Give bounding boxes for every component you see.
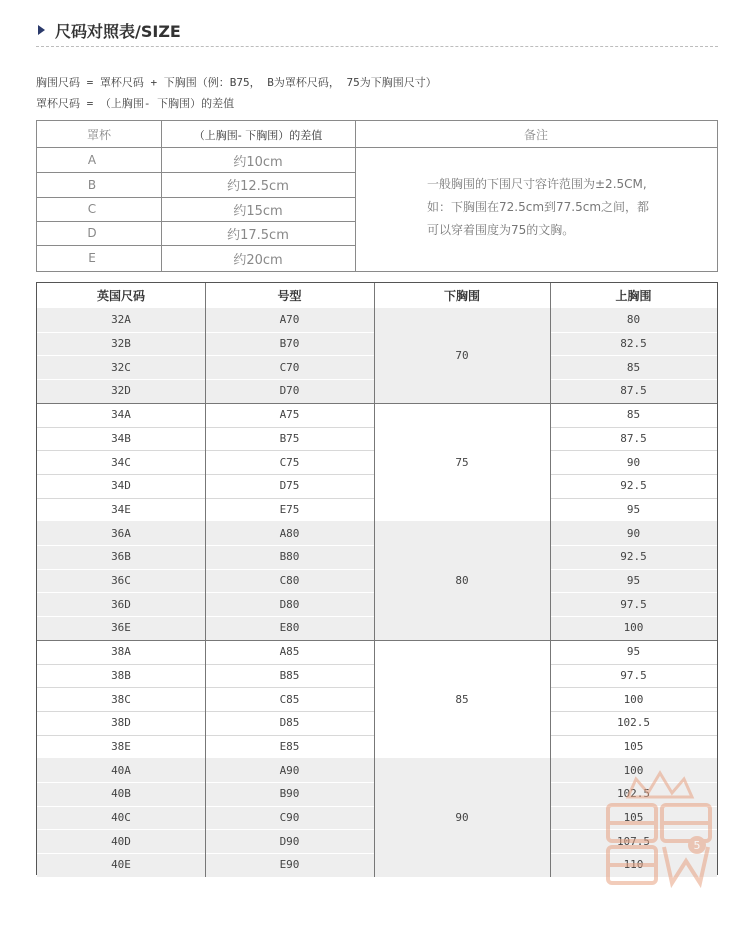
cup-diff: 约17.5cm xyxy=(227,227,289,243)
cup-letter: C xyxy=(87,202,97,216)
row-divider xyxy=(550,664,717,665)
size-cell-code: E85 xyxy=(279,739,300,753)
row-divider xyxy=(550,474,717,475)
cup-diff: 约20cm xyxy=(233,252,283,268)
size-cell-uk: 34C xyxy=(111,455,131,469)
cup-diff: 约10cm xyxy=(233,154,283,170)
cup-letter: D xyxy=(87,226,97,240)
column-divider xyxy=(205,283,206,877)
note-line: 可以穿着围度为75的文胸。 xyxy=(427,223,575,237)
size-cell-over: 100 xyxy=(623,621,644,635)
size-cell-code: B90 xyxy=(279,787,300,801)
size-cell-over: 100 xyxy=(623,692,644,706)
size-cell-code: C70 xyxy=(279,360,300,374)
size-cell-uk: 36E xyxy=(111,621,131,635)
size-cell-code: A70 xyxy=(279,313,300,327)
size-cell-over: 107.5 xyxy=(616,834,651,848)
size-cell-over: 95 xyxy=(626,645,641,659)
size-cell-code: D90 xyxy=(279,834,300,848)
row-divider xyxy=(550,616,717,617)
size-cell-over: 97.5 xyxy=(620,668,647,682)
size-cell-uk: 38A xyxy=(111,645,131,659)
row-divider xyxy=(550,498,717,499)
size-cell-code: A80 xyxy=(279,526,300,540)
size-cell-code: A85 xyxy=(279,645,300,659)
formula-line-1: 胸围尺码 = 罩杯尺码 + 下胸围（例：B75， B为罩杯尺码， 75为下胸围尺寸） xyxy=(36,76,437,89)
row-divider xyxy=(550,735,717,736)
cup-table xyxy=(36,120,718,272)
cup-header-cup: 罩杯 xyxy=(86,128,111,142)
size-cell-uk: 32C xyxy=(111,360,131,374)
size-cell-code: B70 xyxy=(279,337,300,351)
size-cell-over: 82.5 xyxy=(620,337,647,351)
size-cell-over: 100 xyxy=(623,763,644,777)
size-cell-under: 85 xyxy=(455,692,469,706)
size-cell-over: 87.5 xyxy=(620,384,647,398)
row-divider xyxy=(550,687,717,688)
size-cell-over: 87.5 xyxy=(620,431,647,445)
row-divider xyxy=(550,427,717,428)
crown-logo-icon xyxy=(608,773,710,883)
size-cell-under: 80 xyxy=(455,574,469,588)
size-cell-code: E75 xyxy=(279,502,300,516)
size-cell-code: D75 xyxy=(279,479,300,493)
size-cell-over: 102.5 xyxy=(616,716,651,730)
size-cell-uk: 36C xyxy=(111,574,131,588)
size-cell-code: A75 xyxy=(279,408,300,422)
size-cell-over: 110 xyxy=(623,858,644,872)
size-cell-code: D85 xyxy=(279,716,300,730)
size-cell-code: A90 xyxy=(279,763,300,777)
size-cell-over: 95 xyxy=(626,574,641,588)
size-cell-uk: 38C xyxy=(111,692,131,706)
size-cell-code: B75 xyxy=(279,431,300,445)
size-cell-uk: 38B xyxy=(111,668,131,682)
watermark-badge: 5 xyxy=(693,839,701,852)
size-cell-uk: 40B xyxy=(111,787,131,801)
column-divider xyxy=(374,283,375,877)
size-cell-code: D70 xyxy=(279,384,300,398)
size-cell-over: 90 xyxy=(626,455,641,469)
size-header-under: 下胸围 xyxy=(443,289,480,303)
watermark-logo xyxy=(600,765,720,890)
size-cell-uk: 40D xyxy=(111,834,131,848)
size-cell-code: B85 xyxy=(279,668,300,682)
size-cell-under: 90 xyxy=(455,811,469,825)
size-cell-over: 95 xyxy=(626,502,641,516)
size-header-over: 上胸围 xyxy=(615,289,652,303)
size-cell-over: 85 xyxy=(626,360,641,374)
size-cell-under: 75 xyxy=(455,455,469,469)
size-cell-code: E90 xyxy=(279,858,300,872)
page-title: 尺码对照表/SIZE xyxy=(55,21,181,41)
note-line: 如：下胸围在72.5cm到77.5cm之间，都 xyxy=(427,200,650,214)
row-divider xyxy=(550,545,717,546)
size-cell-code: C90 xyxy=(279,811,300,825)
size-cell-uk: 36A xyxy=(111,526,131,540)
size-cell-uk: 34D xyxy=(111,479,131,493)
cup-diff: 约15cm xyxy=(233,203,283,219)
size-cell-over: 85 xyxy=(626,408,641,422)
size-cell-over: 80 xyxy=(626,313,641,327)
row-divider xyxy=(550,569,717,570)
cup-header-note: 备注 xyxy=(523,128,548,142)
triangle-bullet-icon xyxy=(38,25,45,35)
size-cell-uk: 32D xyxy=(111,384,131,398)
size-cell-uk: 38D xyxy=(111,716,131,730)
size-cell-uk: 38E xyxy=(111,739,131,753)
size-cell-over: 105 xyxy=(623,811,644,825)
cup-header-diff: （上胸围- 下胸围）的差值 xyxy=(193,128,323,142)
size-cell-over: 97.5 xyxy=(620,597,647,611)
size-cell-uk: 32B xyxy=(111,337,131,351)
size-cell-over: 105 xyxy=(623,739,644,753)
size-cell-uk: 32A xyxy=(111,313,131,327)
size-cell-uk: 40C xyxy=(111,811,131,825)
cup-letter: A xyxy=(87,153,97,167)
size-cell-code: C80 xyxy=(279,574,300,588)
size-cell-code: D80 xyxy=(279,597,300,611)
size-cell-uk: 34E xyxy=(111,502,131,516)
size-cell-code: C75 xyxy=(279,455,300,469)
row-divider xyxy=(550,379,717,380)
cup-diff: 约12.5cm xyxy=(227,179,289,194)
cup-letter: E xyxy=(88,251,96,265)
size-cell-over: 90 xyxy=(626,526,641,540)
size-cell-uk: 36D xyxy=(111,597,131,611)
size-cell-uk: 34A xyxy=(111,408,131,422)
dashed-divider xyxy=(36,46,718,47)
cup-note xyxy=(427,173,677,242)
formula-line-2: 罩杯尺码 = （上胸围- 下胸围）的差值 xyxy=(36,97,235,110)
column-divider xyxy=(550,283,551,877)
size-cell-code: C85 xyxy=(279,692,300,706)
size-cell-uk: 40A xyxy=(111,763,131,777)
row-divider xyxy=(550,592,717,593)
row-divider xyxy=(550,450,717,451)
size-cell-uk: 40E xyxy=(111,858,131,872)
size-cell-over: 92.5 xyxy=(620,479,647,493)
size-header-code: 号型 xyxy=(277,289,302,303)
row-divider xyxy=(550,332,717,333)
size-cell-code: E80 xyxy=(279,621,300,635)
section-header xyxy=(38,18,181,42)
size-cell-over: 92.5 xyxy=(620,550,647,564)
row-divider xyxy=(550,711,717,712)
size-cell-uk: 34B xyxy=(111,431,131,445)
size-cell-code: B80 xyxy=(279,550,300,564)
size-header-uk: 英国尺码 xyxy=(96,289,145,303)
cup-letter: B xyxy=(87,177,97,192)
size-cell-under: 70 xyxy=(455,348,469,362)
row-divider xyxy=(550,355,717,356)
note-line: 一般胸围的下围尺寸容许范围为±2.5CM, xyxy=(427,177,647,191)
size-cell-over: 102.5 xyxy=(616,787,651,801)
size-cell-uk: 36B xyxy=(111,550,131,564)
